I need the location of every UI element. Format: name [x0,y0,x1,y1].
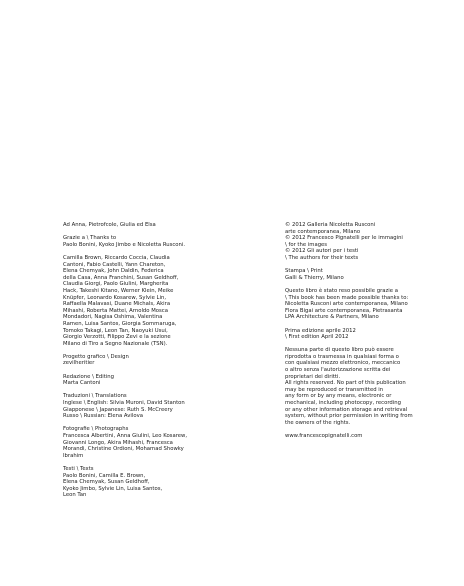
right-line: \ The authors for their texts [285,254,359,261]
left-line: Tomoko Takagi, Leon Tan, Naoyuki Usui, [63,327,168,334]
right-line: All rights reserved. No part of this publication [285,380,406,387]
left-line: Grazie a \ Thanks to [63,235,117,242]
left-line: Ibrahim [63,452,84,459]
left-line: Fotografie \ Photographs [63,426,129,433]
left-line: Paolo Bonini, Camilla E. Brown, [63,472,146,479]
right-line: www.francescopignatelli.com [285,433,363,439]
left-line: Russo \ Russian: Elena Avilova [63,413,143,420]
right-line: mechanical, including photocopy, recording [285,400,401,407]
right-line: o altro senza l'autorizzazione scritta dei [285,367,391,374]
left-block [63,222,238,229]
right-block [285,268,455,281]
left-line: Traduzioni \ Translations [63,393,127,400]
left-line: Giovanni Longo, Akira Mihashi, Francesca [63,439,173,446]
left-line: Mihashi, Roberta Mattei, Arnoldo Mosca [63,307,168,314]
right-block [285,433,455,440]
left-line: Ad Anna, Pietrofcole, Giulia ed Elsa [63,222,156,228]
right-line: Prima edizione aprile 2012 [285,327,356,334]
right-line: Nicoletta Rusconi arte contemporanea, Milano [285,301,408,308]
right-block [285,328,455,341]
left-line: Redazione \ Editing [63,373,115,380]
left-line: Milano di Tiro a Segno Nazionale (TSN). [63,340,168,347]
right-line: system, without prior permission in writing from [285,413,413,420]
left-line: Leon Tan [63,492,87,499]
right-line: \ for the images [285,241,328,248]
left-block [63,374,238,387]
left-line: Cantoni, Fabio Castelli, Yann Chareton, [63,261,166,268]
left-block [63,426,238,459]
right-column [285,222,455,440]
right-line: proprietari dei diritti. [285,373,341,380]
right-line: Questo libro è stato reso possibile grazie a [285,287,398,294]
left-column [63,222,238,499]
right-line: © 2012 Galleria Nicoletta Rusconi [285,222,376,228]
right-block [285,222,455,262]
left-line: Elena Chemyak, John Daldin, Federica [63,268,164,275]
right-line: Stampa \ Print [285,268,323,275]
left-line: Testi \ Texts [63,465,94,472]
right-line: the owners of the rights. [285,419,351,426]
left-line: zevilheritier [63,360,95,367]
right-line: Flora Bigai arte contemporanea, Pietrasanta [285,307,403,314]
right-line: arte contemporanea, Milano [285,228,361,235]
left-line: Hack, Takeshi Kitano, Werner Klein, Meike [63,287,174,294]
right-line: Nessuna parte di questo libro può essere [285,347,394,354]
right-line: con qualsiasi mezzo elettronico, meccanico [285,360,401,367]
right-line: riprodotta o trasmessa in qualsiasi forma o [285,353,399,360]
left-line: Giapponese \ Japanese: Ruth S. McCreery [63,406,173,413]
right-line: may be reproduced or transmitted in [285,386,384,393]
left-line: Giorgio Verzotti, Filippo Zevi e la sezione [63,334,171,341]
right-line: \ This book has been made possible thanks to: [285,294,409,301]
left-line: Progetto grafico \ Design [63,353,129,360]
left-line: Elena Chemyak, Susan Geldhoff, [63,479,150,486]
left-line: Mondadori, Nagisa Oshima, Valentina [63,314,163,321]
left-block [63,235,238,248]
right-line: © 2012 Gli autori per i testi [285,248,359,255]
left-line: Knüpfer, Leonardo Kosarew, Sylvie Lin, [63,294,167,301]
right-line: Galli & Thierry, Milano [285,274,344,281]
right-block [285,347,455,426]
right-line: \ First edition April 2012 [285,334,349,341]
right-line: © 2012 Francesco Pignatelli per le immagini [285,235,403,242]
left-line: Ramen, Luisa Santos, Giorgia Sommaruga, [63,320,177,327]
right-line: any form or by any means, electronic or [285,393,392,400]
right-line: or any other information storage and retrieval [285,406,408,413]
left-block [63,354,238,367]
right-block [285,288,455,321]
left-line: Morandi, Christine Ordioni, Mohamad Showky [63,446,184,453]
left-block [63,255,238,347]
left-line: Francesca Albertini, Anna Giulini, Leo Kosarew, [63,433,188,439]
left-line: della Casa, Anna Franchini, Susan Geldhoff, [63,274,179,281]
left-line: Paolo Bonini, Kyoko Jimbo e Nicoletta Rusconi. [63,241,186,248]
left-line: Kyoko Jimbo, Sylvie Lin, Luisa Santos, [63,485,163,492]
left-line: Raffaella Malavasi, Duane Michals, Akira [63,301,171,308]
left-line: Claudia Giorgi, Paolo Giulini, Margherita [63,281,169,288]
right-line: LPA Architecture & Partners, Milano [285,314,379,321]
left-line: Camilla Brown, Riccardo Coccia, Claudia [63,254,170,261]
left-line: Inglese \ English: Silvia Muroni, David Stanton [63,400,185,407]
left-line: Marta Cantoni [63,380,101,387]
left-block [63,466,238,499]
left-block [63,393,238,419]
